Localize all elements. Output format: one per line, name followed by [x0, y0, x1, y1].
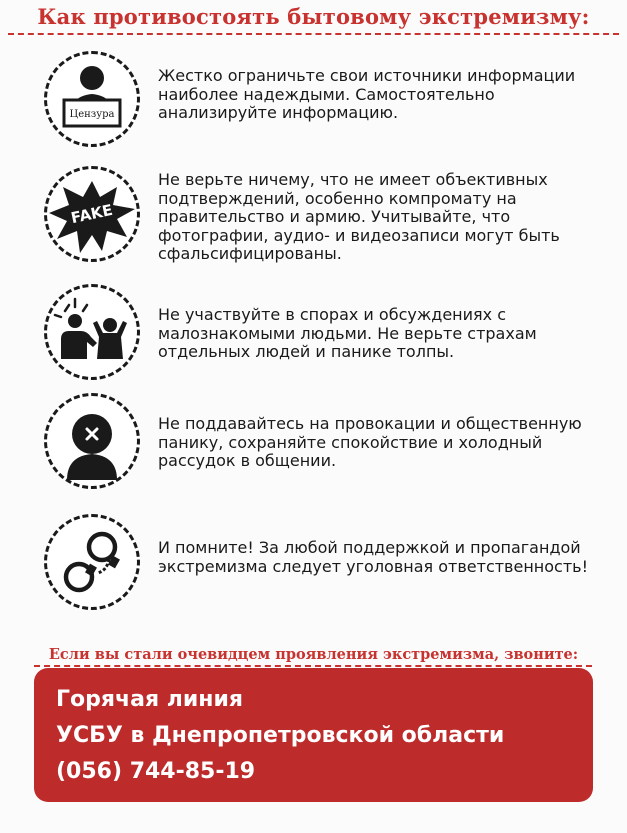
tip-text: Не участвуйте в спорах и обсуждениях с малознакомыми людьми. Не верьте страхам отдельных людей и панике толпы. — [158, 305, 537, 361]
tip-text: Не поддавайтесь на провокации и общественную панику, сохраняйте спокойствие и холодный рассудок в общении. — [158, 414, 582, 470]
witness-divider — [34, 665, 592, 667]
censorship-label: Цензура — [69, 109, 115, 120]
hotline-panel — [34, 668, 593, 802]
title-divider — [8, 33, 619, 35]
tip-text: Не верьте ничему, что не имеет объективных подтверждений, особенно компромату на правительство и армию. Учитывайте, что фотографии, аудио- и видеозаписи могут быть сфальсифицированы. — [158, 170, 560, 263]
censorship-icon — [44, 51, 140, 147]
tip-text: И помните! За любой поддержкой и пропагандой экстремизма следует уголовная ответственность! — [158, 538, 588, 576]
handcuffs-icon — [44, 514, 140, 610]
fake-icon — [44, 166, 140, 262]
fake-label: FAKE — [69, 200, 115, 228]
calm-person-icon — [44, 393, 140, 489]
hotline-label: Горячая линия — [56, 687, 244, 712]
hotline-phone[interactable]: (056) 744-85-19 — [56, 759, 256, 784]
argument-icon — [44, 284, 140, 380]
tip-text: Жестко ограничьте свои источники информации наиболее надеждыми. Самостоятельно анализируйте информацию. — [158, 66, 576, 122]
witness-prompt: Если вы стали очевидцем проявления экстремизма, звоните: — [48, 646, 579, 663]
hotline-org: УСБУ в Днепропетровской области — [56, 723, 505, 748]
page-title: Как противостоять бытовому экстремизму: — [37, 4, 590, 29]
